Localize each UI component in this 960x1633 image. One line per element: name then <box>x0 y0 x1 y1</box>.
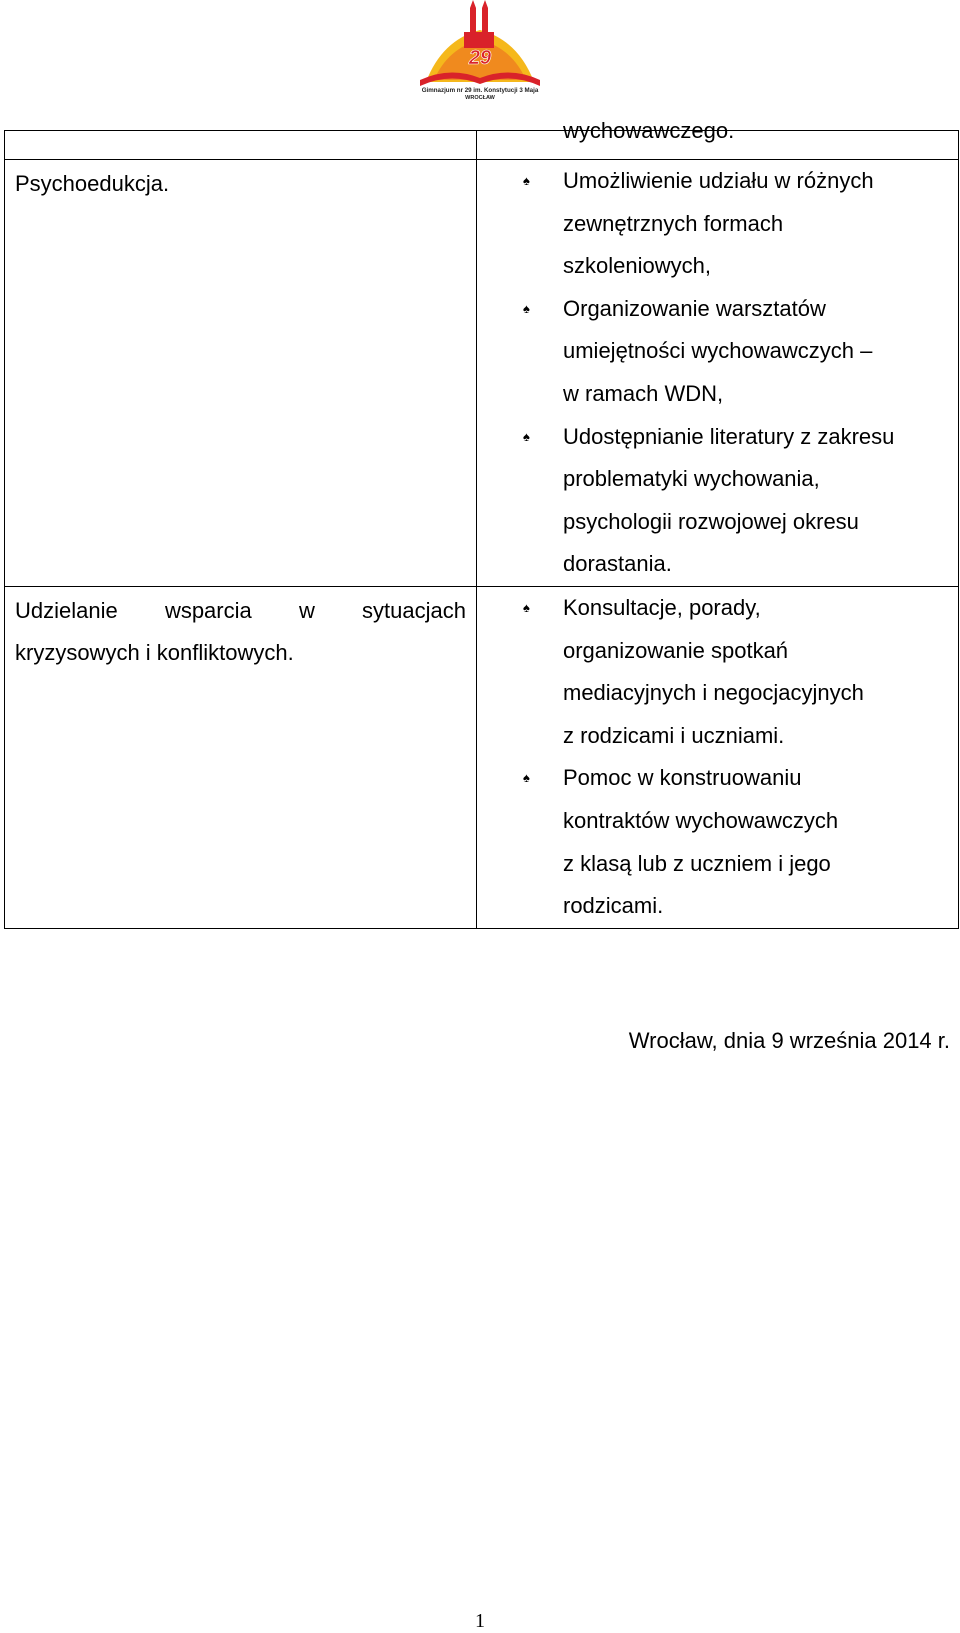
item-line: w ramach WDN, <box>563 380 724 406</box>
action-list <box>477 587 958 928</box>
page-number: 1 <box>475 1610 485 1632</box>
item-line: Udostępnianie literatury z zakresu <box>563 423 895 449</box>
logo-arc-text: Gimnazjum nr 29 im. Konstytucji 3 Maja <box>421 87 539 94</box>
item-line: Umożliwienie udziału w różnych <box>563 168 874 193</box>
list-item <box>477 288 958 416</box>
school-logo <box>412 0 548 100</box>
item-line: zewnętrznych formach <box>563 210 784 236</box>
item-line: szkoleniowych, <box>563 253 711 279</box>
table-row <box>5 586 959 928</box>
item-line: rodzicami. <box>563 893 664 919</box>
table-cell-right <box>477 118 959 160</box>
table-row <box>5 131 959 160</box>
table-cell-right <box>477 586 959 928</box>
task-name: Udzielanie wsparcia w sytuacjach kryzysowych i konfliktowych. <box>15 597 466 665</box>
church-towers-graphic <box>464 0 494 48</box>
item-line: mediacyjnych i negocjacyjnych <box>563 680 864 706</box>
bullet-icon: ♠ <box>523 428 530 444</box>
item-line: Konsultacje, porady, <box>563 594 761 620</box>
item-line: kontraktów wychowawczych <box>563 807 839 833</box>
logo-number: 29 <box>468 47 492 69</box>
table-cell-left <box>5 131 477 160</box>
bullet-icon: ♠ <box>523 173 530 188</box>
table-cell-right <box>477 160 959 587</box>
table-cell-left <box>5 160 477 587</box>
list-item <box>477 416 958 586</box>
item-line: umiejętności wychowawczych – <box>563 338 873 364</box>
list-item <box>477 587 958 757</box>
item-line: organizowanie spotkań <box>563 637 789 663</box>
list-item <box>477 757 958 927</box>
program-table <box>4 118 959 929</box>
action-list <box>477 160 958 586</box>
item-line: psychologii rozwojowej okresu <box>563 508 859 534</box>
item-line: Organizowanie warsztatów <box>563 295 826 321</box>
bullet-icon: ♠ <box>523 770 530 786</box>
item-line: dorastania. <box>563 551 672 577</box>
item-line: z rodzicami i uczniami. <box>563 722 785 748</box>
list-item <box>477 160 958 288</box>
continuation-text: wychowawczego. <box>563 118 735 143</box>
bullet-icon: ♠ <box>523 300 530 316</box>
place-and-date: Wrocław, dnia 9 września 2014 r. <box>628 1028 950 1053</box>
item-line: z klasą lub z uczniem i jego <box>563 850 831 876</box>
table-row <box>5 160 959 587</box>
table-cell-left <box>5 586 477 928</box>
logo-city: WROCŁAW <box>465 95 495 100</box>
bullet-icon: ♠ <box>523 599 530 615</box>
item-line: Pomoc w konstruowaniu <box>563 765 802 791</box>
item-line: problematyki wychowania, <box>563 466 820 492</box>
task-name: Psychoedukcja. <box>15 171 170 196</box>
